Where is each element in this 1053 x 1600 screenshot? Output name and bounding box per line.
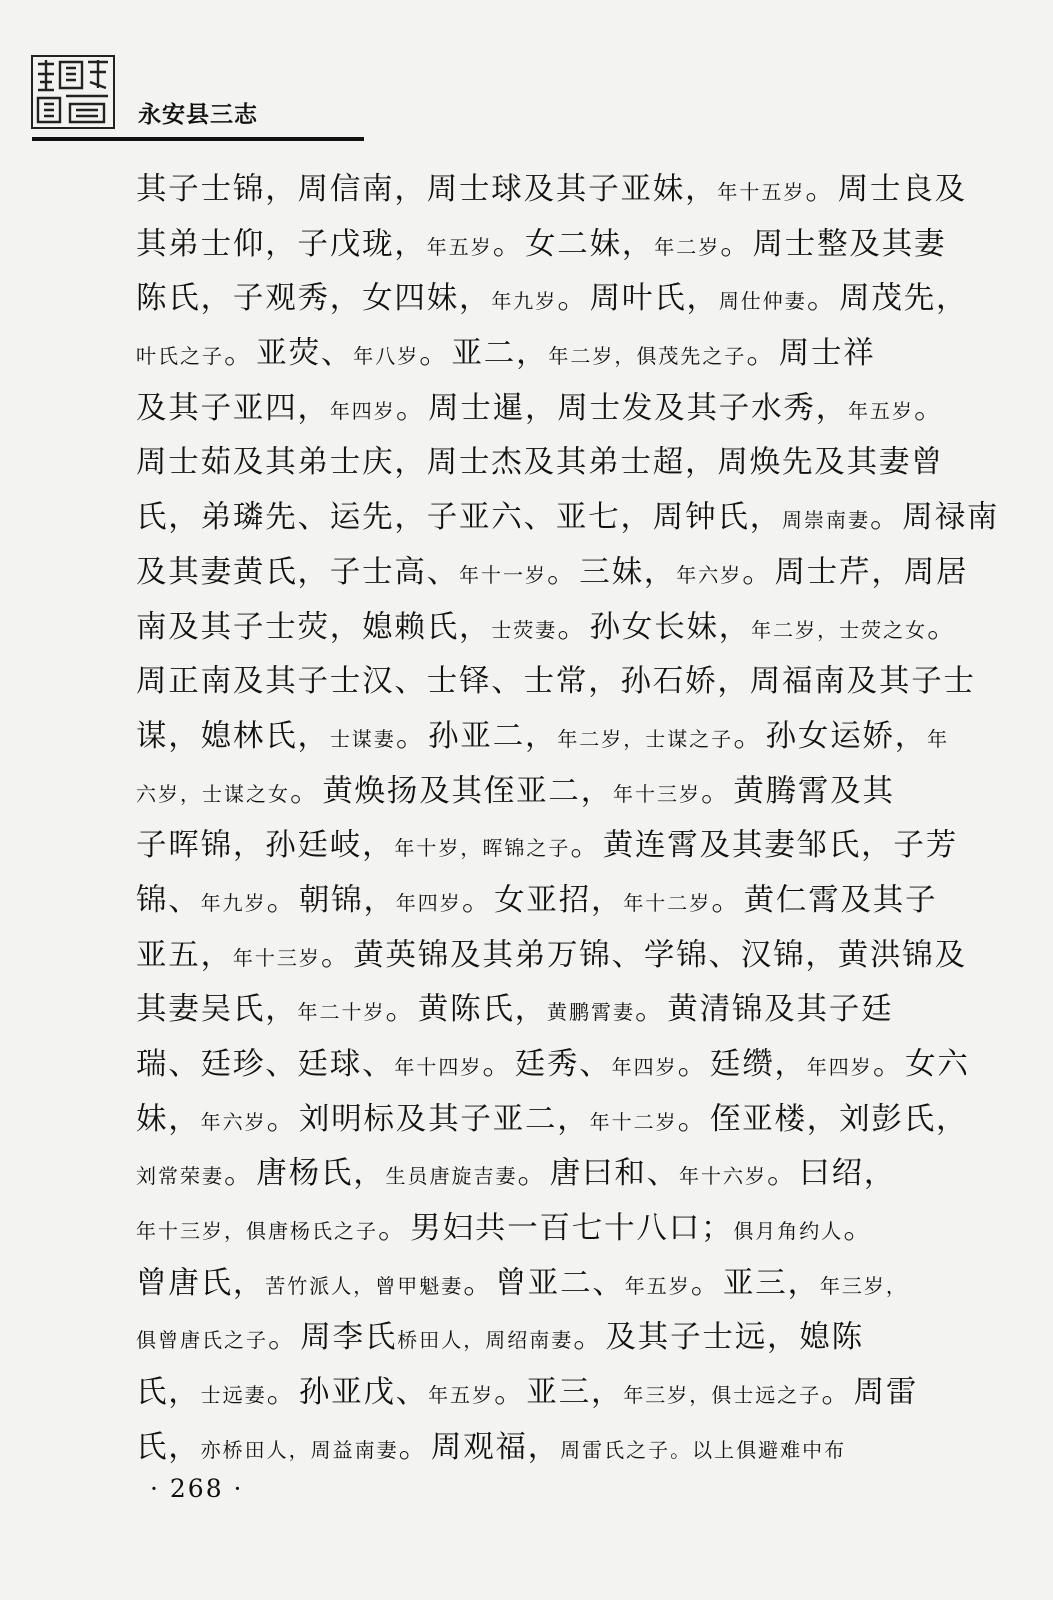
main-text: 周士茹及其弟士庆，周士杰及其弟士超，周焕先及其妻曾 xyxy=(136,445,944,481)
main-text: 。刘明标及其子亚二， xyxy=(266,1101,590,1137)
text-line xyxy=(136,765,964,820)
main-text: 陈氏，子观秀，女四妹， xyxy=(136,281,492,317)
main-text: 其弟士仰，子戊珑， xyxy=(136,226,427,262)
page-number: · 268 · xyxy=(150,1474,244,1503)
text-line xyxy=(136,655,976,710)
publisher-seal-logo xyxy=(30,52,116,132)
annotation-text: 刘常荣妻 xyxy=(136,1164,224,1189)
text-line xyxy=(136,710,964,765)
main-text: 。亚三， xyxy=(690,1265,820,1301)
annotation-text: 年十三岁 xyxy=(613,781,701,806)
annotation-text: 年九岁 xyxy=(491,289,558,314)
main-text: 。 xyxy=(927,609,960,645)
text-line xyxy=(136,1038,970,1093)
main-text: 。周雷 xyxy=(821,1375,919,1411)
annotation-text: 年三岁， xyxy=(819,1273,908,1298)
main-text: 。孙亚戊、 xyxy=(266,1375,429,1411)
main-text: 。男妇共一百七十八口； xyxy=(378,1211,734,1247)
main-text: 氏， xyxy=(136,1429,201,1465)
annotation-text: 年十二岁 xyxy=(589,1109,678,1134)
annotation-text: 年九岁 xyxy=(200,890,267,915)
text-line xyxy=(136,546,969,601)
main-text: 。亚二， xyxy=(419,336,549,372)
main-text: 及其子亚四， xyxy=(136,390,330,426)
main-text: 。黄焕扬及其侄亚二， xyxy=(290,773,613,809)
text-line xyxy=(136,983,964,1038)
annotation-text: 年三岁，俱士远之子 xyxy=(623,1383,822,1408)
text-line xyxy=(136,1311,964,1366)
main-text: 南及其子士荧，媳赖氏， xyxy=(136,609,492,645)
annotation-text: 年五岁 xyxy=(428,1383,495,1408)
header-divider xyxy=(32,137,364,141)
annotation-text: 年十二岁 xyxy=(623,890,712,915)
text-line xyxy=(136,1147,964,1202)
main-text: 。女二妹， xyxy=(492,226,655,262)
main-text: 妹， xyxy=(136,1101,201,1137)
annotation-text: 。以上俱避难中布 xyxy=(670,1437,847,1462)
text-line xyxy=(136,1421,964,1476)
main-text: 。三妹， xyxy=(547,554,677,590)
main-text: 。女亚招， xyxy=(461,882,624,918)
main-text: 。黄腾霄及其 xyxy=(701,773,895,809)
main-text: 氏， xyxy=(136,1375,201,1411)
main-text: 。周禄南 xyxy=(870,500,1000,536)
text-line xyxy=(136,1093,969,1148)
text-line xyxy=(136,929,967,984)
text-line xyxy=(136,272,969,327)
annotation-text: 黄鹏霄妻 xyxy=(547,1000,635,1025)
annotation-text: 年四岁 xyxy=(395,890,462,915)
main-text: 周正南及其子士汉、士铎、士常，孙石娇，周福南及其子士 xyxy=(136,664,976,700)
main-text: 。廷缵， xyxy=(677,1047,807,1082)
annotation-text: 叶氏之子 xyxy=(136,344,224,369)
main-text: 。黄英锦及其弟万锦、学锦、汉锦，黄洪锦及 xyxy=(320,937,967,973)
main-text: 曾唐氏， xyxy=(136,1265,266,1301)
main-text: 。周士暹，周士发及其子水秀， xyxy=(395,390,849,426)
main-text: 。周士整及其妻 xyxy=(720,226,947,262)
annotation-text: 苦竹派人，曾甲魁妻 xyxy=(265,1273,464,1298)
main-text: 。黄陈氏， xyxy=(385,992,547,1028)
annotation-text: 年五岁 xyxy=(624,1273,691,1298)
main-text: 。周士芹，周居 xyxy=(742,554,969,590)
main-text: 。周叶氏， xyxy=(557,281,719,317)
main-text: 及其妻黄氏，子士高、 xyxy=(136,554,459,590)
annotation-text: 俱月角约人 xyxy=(733,1219,844,1244)
main-text: 。周观福， xyxy=(398,1429,561,1465)
main-text: 。女六 xyxy=(872,1047,970,1082)
annotation-text: 周崇南妻 xyxy=(782,508,870,533)
main-text: 。 xyxy=(914,390,947,426)
annotation-text: 年十岁，晖锦之子 xyxy=(394,836,571,861)
annotation-text: 年十六岁 xyxy=(679,1164,767,1189)
annotation-text: 生员唐旋吉妻 xyxy=(385,1164,518,1189)
main-text: 。孙亚二， xyxy=(395,718,558,754)
text-line xyxy=(136,382,964,437)
annotation-text: 年五岁 xyxy=(848,398,915,423)
annotation-text: 年六岁 xyxy=(676,562,743,587)
annotation-text: 年十四岁 xyxy=(394,1055,483,1079)
annotation-text: 年六岁 xyxy=(200,1109,267,1134)
annotation-text: 年四岁 xyxy=(806,1055,873,1079)
main-text: 。曾亚二、 xyxy=(463,1265,625,1301)
main-text: 。 xyxy=(843,1211,876,1247)
text-line xyxy=(136,874,964,929)
annotation-text: 年二岁，士荧之女 xyxy=(751,617,928,642)
text-line xyxy=(136,1257,964,1312)
main-text: 。周李氏 xyxy=(268,1320,398,1356)
main-text: 。侄亚楼，刘彭氏， xyxy=(677,1101,969,1137)
text-line xyxy=(136,218,964,273)
main-text: 。周士良及 xyxy=(805,172,967,207)
annotation-text: 士荧妻 xyxy=(491,617,558,642)
text-line xyxy=(136,1202,964,1257)
main-text: 其子士锦，周信南，周士球及其子亚妹， xyxy=(136,172,718,207)
annotation-text: 周仕仲妻 xyxy=(718,289,807,314)
main-text: 亚五， xyxy=(136,937,233,973)
main-text: 。曰绍， xyxy=(767,1156,897,1192)
body-text xyxy=(136,163,1000,1476)
text-line xyxy=(136,1366,964,1421)
annotation-text: 周雷氏之子 xyxy=(560,1437,671,1462)
main-text: 锦、 xyxy=(136,882,201,918)
main-text: 瑞、廷珍、廷球、 xyxy=(136,1047,395,1082)
annotation-text: 年五岁 xyxy=(426,234,493,259)
annotation-text: 年十三岁 xyxy=(232,945,321,970)
main-text: 。周茂先， xyxy=(806,281,969,317)
annotation-text: 俱曾唐氏之子 xyxy=(136,1328,268,1353)
main-text: 。及其子士远，媳陈 xyxy=(573,1320,864,1356)
annotation-text: 年二岁 xyxy=(654,234,721,259)
annotation-text: 桥田人，周绍南妻 xyxy=(397,1328,574,1353)
annotation-text: 六岁，士谋之女 xyxy=(136,781,290,806)
main-text: 。黄仁霄及其子 xyxy=(711,882,938,918)
main-text: 氏，弟璘先、运先，子亚六、亚七，周钟氏， xyxy=(136,500,782,536)
main-text: 。孙女运娇， xyxy=(733,718,928,754)
main-text: 。周士祥 xyxy=(746,336,876,372)
main-text: 。朝锦， xyxy=(266,882,396,918)
main-text: 子晖锦，孙廷岐， xyxy=(136,828,395,864)
text-line xyxy=(136,819,964,874)
annotation-text: 亦桥田人，周益南妻 xyxy=(200,1437,399,1462)
main-text: 谋，媳林氏， xyxy=(136,718,330,754)
book-title: 永安县三志 xyxy=(138,102,258,128)
annotation-text: 年二岁，俱茂先之子 xyxy=(548,344,747,369)
annotation-text: 士谋妻 xyxy=(329,726,396,751)
text-line xyxy=(136,601,964,656)
annotation-text: 年四岁 xyxy=(611,1055,678,1079)
main-text: 。亚荧、 xyxy=(224,336,354,372)
text-line xyxy=(136,327,964,382)
main-text: 。亚三， xyxy=(494,1375,624,1411)
annotation-text: 年十三岁，俱唐杨氏之子 xyxy=(136,1219,378,1244)
main-text: 其妻吴氏， xyxy=(136,992,298,1028)
annotation-text: 年十一岁 xyxy=(459,562,547,587)
annotation-text: 年四岁 xyxy=(329,398,396,423)
annotation-text: 士远妻 xyxy=(200,1383,267,1408)
annotation-text: 年十五岁 xyxy=(717,180,806,204)
text-line xyxy=(136,436,964,491)
annotation-text: 年八岁 xyxy=(353,344,420,369)
main-text: 。唐曰和、 xyxy=(517,1156,679,1192)
main-text: 。廷秀、 xyxy=(482,1047,612,1082)
annotation-text: 年二十岁 xyxy=(297,1000,386,1025)
annotation-text: 年 xyxy=(927,726,950,751)
annotation-text: 年二岁，士谋之子 xyxy=(557,726,734,751)
main-text: 。孙女长妹， xyxy=(557,609,752,645)
main-text: 。唐杨氏， xyxy=(224,1156,386,1192)
main-text: 。黄清锦及其子廷 xyxy=(635,992,894,1028)
text-line xyxy=(136,163,967,218)
text-line xyxy=(136,491,1000,546)
main-text: 。黄连霄及其妻邹氏，子芳 xyxy=(570,828,959,864)
